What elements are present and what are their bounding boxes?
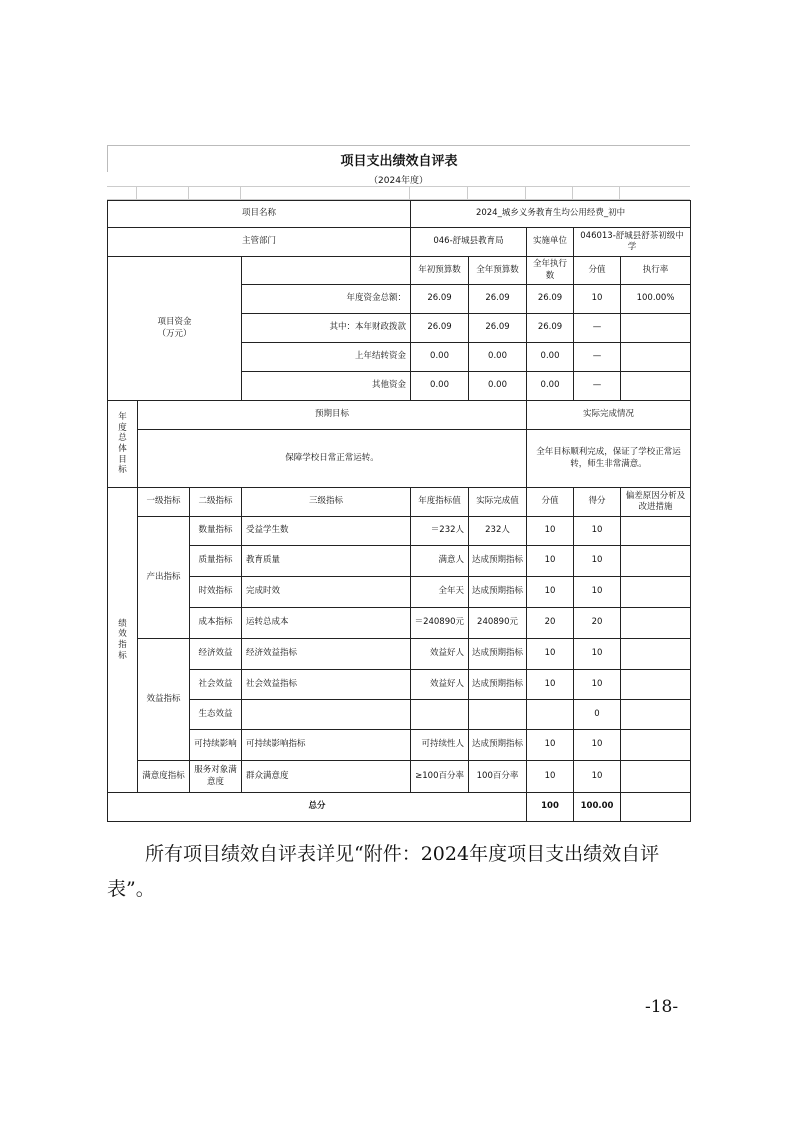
indicators-label: 绩 效 指 标 — [108, 488, 138, 793]
indicator-target: ＝232人 — [411, 517, 469, 546]
page-number: -18- — [645, 997, 679, 1017]
sheet-year: （2024年度） — [369, 175, 428, 186]
indicator-score: 10 — [527, 517, 574, 546]
indicator-got: 10 — [574, 546, 621, 577]
indicator-target: 满意人 — [411, 546, 469, 577]
funds-cell: 10 — [574, 285, 621, 314]
indicator-score: 10 — [527, 670, 574, 700]
summary-paragraph — [107, 837, 693, 907]
table-row — [108, 257, 691, 285]
indicator-level3: 社会效益指标 — [242, 670, 411, 700]
funds-cell: 26.09 — [411, 314, 469, 343]
indicator-level2: 服务对象满意度 — [190, 761, 242, 793]
indicator-score: 20 — [527, 608, 574, 639]
indicator-target: 全年天 — [411, 577, 469, 608]
indicator-level3: 可持续影响指标 — [242, 730, 411, 761]
table-row — [108, 670, 691, 700]
indicator-level3: 群众满意度 — [242, 761, 411, 793]
table-row — [108, 730, 691, 761]
indicator-score: 10 — [527, 577, 574, 608]
funds-cell — [621, 314, 691, 343]
funds-cell: 0.00 — [469, 372, 527, 401]
indicator-target: 可持续性人 — [411, 730, 469, 761]
funds-cell: 26.09 — [469, 314, 527, 343]
funds-cell: — — [574, 343, 621, 372]
funds-header: 全年预算数 — [469, 257, 527, 285]
table-row — [108, 639, 691, 670]
indicator-got: 10 — [574, 639, 621, 670]
evaluation-table — [107, 200, 691, 822]
indicator-level2: 可持续影响 — [190, 730, 242, 761]
indicator-target: 效益好人 — [411, 639, 469, 670]
impl-unit-value: 046013-舒城县舒茶初级中学 — [574, 228, 691, 257]
funds-header: 执行率 — [621, 257, 691, 285]
indicator-note — [621, 730, 691, 761]
indicator-header: 二级指标 — [190, 488, 242, 517]
table-body — [108, 201, 691, 822]
indicator-target: ＝240890元 — [411, 608, 469, 639]
funds-cell — [621, 372, 691, 401]
indicator-note — [621, 577, 691, 608]
table-row — [108, 401, 691, 430]
impl-unit-label: 实施单位 — [527, 228, 574, 257]
total-blank — [621, 793, 691, 822]
indicator-got: 0 — [574, 700, 621, 730]
table-row — [108, 201, 691, 228]
funds-cell: 0.00 — [411, 343, 469, 372]
indicator-level1: 满意度指标 — [138, 761, 190, 793]
indicator-level1: 产出指标 — [138, 517, 190, 639]
indicator-header: 三级指标 — [242, 488, 411, 517]
funds-row-label: 上年结转资金 — [242, 343, 411, 372]
indicator-note — [621, 639, 691, 670]
indicator-got: 10 — [574, 730, 621, 761]
indicator-header: 实际完成值 — [469, 488, 527, 517]
dept-label: 主管部门 — [108, 228, 411, 257]
indicator-actual: 达成预期指标 — [469, 670, 527, 700]
funds-cell: 100.00% — [621, 285, 691, 314]
table-row — [108, 577, 691, 608]
funds-cell: 0.00 — [527, 372, 574, 401]
table-row — [108, 761, 691, 793]
indicator-level2: 数量指标 — [190, 517, 242, 546]
funds-label: 项目资金 （万元） — [108, 257, 242, 401]
indicator-target — [411, 700, 469, 730]
funds-cell: — — [574, 372, 621, 401]
indicator-level2: 成本指标 — [190, 608, 242, 639]
indicator-got: 10 — [574, 517, 621, 546]
indicator-level2: 质量指标 — [190, 546, 242, 577]
funds-row-label: 其他资金 — [242, 372, 411, 401]
indicator-target: ≥100百分率 — [411, 761, 469, 793]
project-name-value: 2024_城乡义务教育生均公用经费_初中 — [411, 201, 691, 228]
indicator-actual: 240890元 — [469, 608, 527, 639]
funds-cell: — — [574, 314, 621, 343]
funds-cell: 0.00 — [469, 343, 527, 372]
indicator-note — [621, 546, 691, 577]
indicator-target: 效益好人 — [411, 670, 469, 700]
dept-value: 046-舒城县教育局 — [411, 228, 527, 257]
funds-row-label: 年度资金总额： — [242, 285, 411, 314]
table-row — [108, 228, 691, 257]
table-row — [108, 608, 691, 639]
indicator-header: 偏差原因分析及改进措施 — [621, 488, 691, 517]
funds-header: 全年执行数 — [527, 257, 574, 285]
indicator-note — [621, 700, 691, 730]
indicator-actual: 232人 — [469, 517, 527, 546]
funds-header: 分值 — [574, 257, 621, 285]
funds-header: 年初预算数 — [411, 257, 469, 285]
total-got: 100.00 — [574, 793, 621, 822]
table-row — [108, 700, 691, 730]
indicator-actual: 达成预期指标 — [469, 546, 527, 577]
indicator-level2: 时效指标 — [190, 577, 242, 608]
goals-actual-text: 全年目标顺利完成，保证了学校正常运转，师生非常满意。 — [527, 430, 691, 488]
total-score: 100 — [527, 793, 574, 822]
project-name-label: 项目名称 — [108, 201, 411, 228]
indicator-level3 — [242, 700, 411, 730]
indicator-got: 20 — [574, 608, 621, 639]
goals-actual-label: 实际完成情况 — [527, 401, 691, 430]
table-row — [108, 517, 691, 546]
indicator-level2: 生态效益 — [190, 700, 242, 730]
funds-cell: 0.00 — [527, 343, 574, 372]
summary-text: 所有项目绩效自评表详见“附件：2024年度项目支出绩效自评表”。 — [107, 843, 660, 900]
indicator-level2: 社会效益 — [190, 670, 242, 700]
sheet-gridlines — [107, 186, 690, 200]
table-row — [108, 546, 691, 577]
indicator-actual: 达成预期指标 — [469, 730, 527, 761]
indicator-note — [621, 608, 691, 639]
indicator-actual — [469, 700, 527, 730]
indicator-actual: 达成预期指标 — [469, 639, 527, 670]
indicator-level3: 完成时效 — [242, 577, 411, 608]
indicator-score: 10 — [527, 730, 574, 761]
indicator-score — [527, 700, 574, 730]
indicator-header: 分值 — [527, 488, 574, 517]
indicator-score: 10 — [527, 639, 574, 670]
goals-expected-label: 预期目标 — [138, 401, 527, 430]
funds-cell — [621, 343, 691, 372]
funds-cell: 26.09 — [527, 314, 574, 343]
indicator-level3: 受益学生数 — [242, 517, 411, 546]
indicator-got: 10 — [574, 577, 621, 608]
sheet-title: 项目支出绩效自评表 — [107, 145, 690, 172]
indicator-score: 10 — [527, 761, 574, 793]
performance-evaluation-sheet — [107, 145, 690, 822]
funds-cell: 26.09 — [411, 285, 469, 314]
goals-label: 年 度 总 体 目 标 — [108, 401, 138, 488]
funds-cell: 26.09 — [527, 285, 574, 314]
table-row — [108, 793, 691, 822]
indicator-header: 得分 — [574, 488, 621, 517]
indicator-level2: 经济效益 — [190, 639, 242, 670]
indicator-level3: 经济效益指标 — [242, 639, 411, 670]
indicator-note — [621, 761, 691, 793]
indicator-got: 10 — [574, 761, 621, 793]
indicator-level3: 运转总成本 — [242, 608, 411, 639]
indicator-got: 10 — [574, 670, 621, 700]
funds-row-label: 其中：本年财政拨款 — [242, 314, 411, 343]
table-row — [108, 488, 691, 517]
funds-header-blank — [242, 257, 411, 285]
funds-cell: 0.00 — [411, 372, 469, 401]
indicator-actual: 100百分率 — [469, 761, 527, 793]
funds-cell: 26.09 — [469, 285, 527, 314]
indicator-header: 年度指标值 — [411, 488, 469, 517]
indicator-note — [621, 517, 691, 546]
indicator-note — [621, 670, 691, 700]
indicator-actual: 达成预期指标 — [469, 577, 527, 608]
table-row — [108, 430, 691, 488]
goals-expected-text: 保障学校日常正常运转。 — [138, 430, 527, 488]
indicator-header: 一级指标 — [138, 488, 190, 517]
indicator-level1: 效益指标 — [138, 639, 190, 761]
indicator-score: 10 — [527, 546, 574, 577]
indicator-level3: 教育质量 — [242, 546, 411, 577]
total-label: 总分 — [108, 793, 527, 822]
